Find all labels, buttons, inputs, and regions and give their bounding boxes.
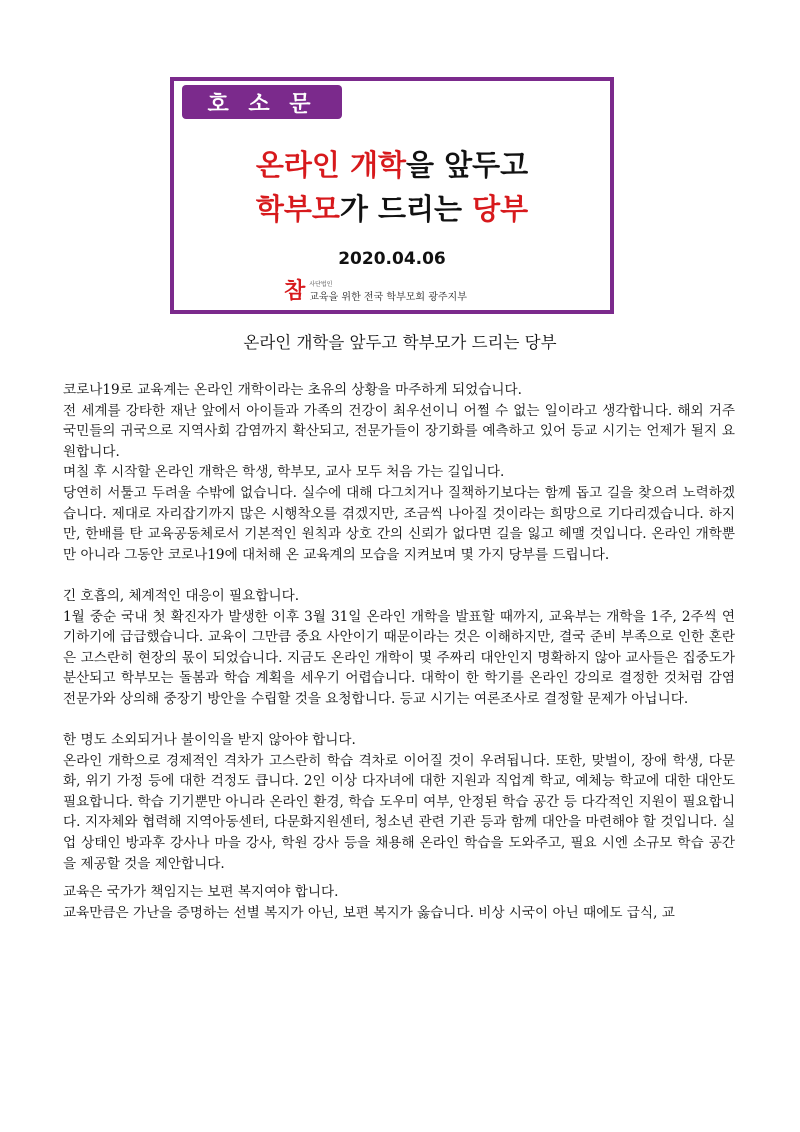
banner-headline-red: 당부 bbox=[472, 192, 529, 226]
organization-logo-icon: 참 bbox=[284, 278, 306, 304]
banner-headline-line2 bbox=[174, 192, 610, 226]
spacer bbox=[63, 565, 735, 586]
section-heading: 교육은 국가가 책임지는 보편 복지여야 합니다. bbox=[63, 884, 339, 901]
section-heading: 긴 호흡의, 체계적인 대응이 필요합니다. bbox=[63, 587, 300, 604]
paragraph: 전 세계를 강타한 재난 앞에서 아이들과 가족의 건강이 최우선이니 어쩔 수 없는 일이라고 생각합니다. 해외 거주 국민들의 귀국으로 지역사회 감염까지 확산되고, 전문가들이 장기화를 예측하고 있어 등교 시기는 언제가 될지 요원합니다. bbox=[63, 402, 735, 460]
banner-headline-line1 bbox=[174, 148, 610, 182]
banner-headline-black: 가 드리는 bbox=[339, 192, 473, 226]
banner-headline-black: 을 앞두고 bbox=[406, 148, 529, 182]
paragraph: 온라인 개학으로 경제적인 격차가 고스란히 학습 격차로 이어질 것이 우려됩니다. 또한, 맞벌이, 장애 학생, 다문화, 위기 가정 등에 대한 걱정도 큽니다. 2인 이상 다자녀에 대한 지원과 직업계 학교, 예체능 학교에 대한 대안도 필요합니다. 학습 기기뿐만 아니라 온라인 환경, 학습 도우미 여부, 안정된 학습 공간 등 다각적인 지원이 필요합니다. 지자체와 협력해 지역아동센터, 다문화지원센터, 청소년 관련 기관 등과 함께 대안을 마련해야 할 것입니다. 실업 상태인 방과후 강사나 마을 강사, 학원 강사 등을 채용해 온라인 학습을 도와주고, 필요 시엔 소규모 학습 공간을 제공할 것을 제안합니다. bbox=[63, 752, 735, 872]
paragraph: 1월 중순 국내 첫 확진자가 발생한 이후 3월 31일 온라인 개학을 발표할 때까지, 교육부는 개학을 1주, 2주씩 연기하기에 급급했습니다. 교육이 그만큼 중요 사안이기 때문이라는 것은 이해하지만, 결국 준비 부족으로 인한 혼란은 고스란히 현장의 몫이 되었습니다. 지금도 온라인 개학이 몇 주짜리 대안인지 명확하지 않아 교사들은 집중도가 분산되고 학부모는 돌봄과 학습 계획을 세우기 어렵습니다. 대학이 한 학기를 온라인 강의로 결정한 것처럼 감염 전문가와 상의해 중장기 방안을 수립할 것을 요청합니다. 등교 시기는 여론조사로 결정할 문제가 아닙니다. bbox=[63, 608, 735, 707]
document-body bbox=[63, 380, 735, 923]
banner-headline-red: 학부모 bbox=[255, 192, 340, 226]
spacer bbox=[63, 874, 735, 882]
paragraph: 코로나19로 교육계는 온라인 개학이라는 초유의 상황을 마주하게 되었습니다. bbox=[63, 382, 522, 398]
banner-tag: 호 소 문 bbox=[182, 85, 342, 119]
notice-banner bbox=[170, 77, 614, 314]
organization-name: 교육을 위한 전국 학부모회 광주지부 bbox=[309, 292, 467, 303]
organization-type: 사단법인 bbox=[309, 281, 333, 288]
organization-signature bbox=[284, 279, 467, 303]
spacer bbox=[63, 710, 735, 731]
paragraph: 교육만큼은 가난을 증명하는 선별 복지가 아닌, 보편 복지가 옳습니다. 비상 시국이 아닌 때에도 급식, 교 bbox=[63, 904, 675, 921]
section-heading: 한 명도 소외되거나 불이익을 받지 않아야 합니다. bbox=[63, 732, 356, 749]
document-title: 온라인 개학을 앞두고 학부모가 드리는 당부 bbox=[243, 333, 557, 352]
paragraph: 당연히 서툴고 두려울 수밖에 없습니다. 실수에 대해 다그치거나 질책하기보다는 함께 돕고 길을 찾으려 노력하겠습니다. 제대로 자리잡기까지 많은 시행착오를 겪겠지만, 조금씩 나아질 것이라는 희망으로 기다리겠습니다. 하지만, 한배를 탄 교육공동체로서 기본적인 원칙과 상호 간의 신뢰가 없다면 길을 잃고 헤맬 것입니다. 온라인 개학뿐만 아니라 그동안 코로나19에 대처해 온 교육계의 모습을 지켜보며 몇 가지 당부를 드립니다. bbox=[63, 484, 735, 563]
banner-headline-red: 온라인 개학 bbox=[255, 148, 406, 182]
banner-date: 2020.04.06 bbox=[338, 249, 446, 269]
paragraph: 며칠 후 시작할 온라인 개학은 학생, 학부모, 교사 모두 처음 가는 길입니다. bbox=[63, 464, 505, 481]
